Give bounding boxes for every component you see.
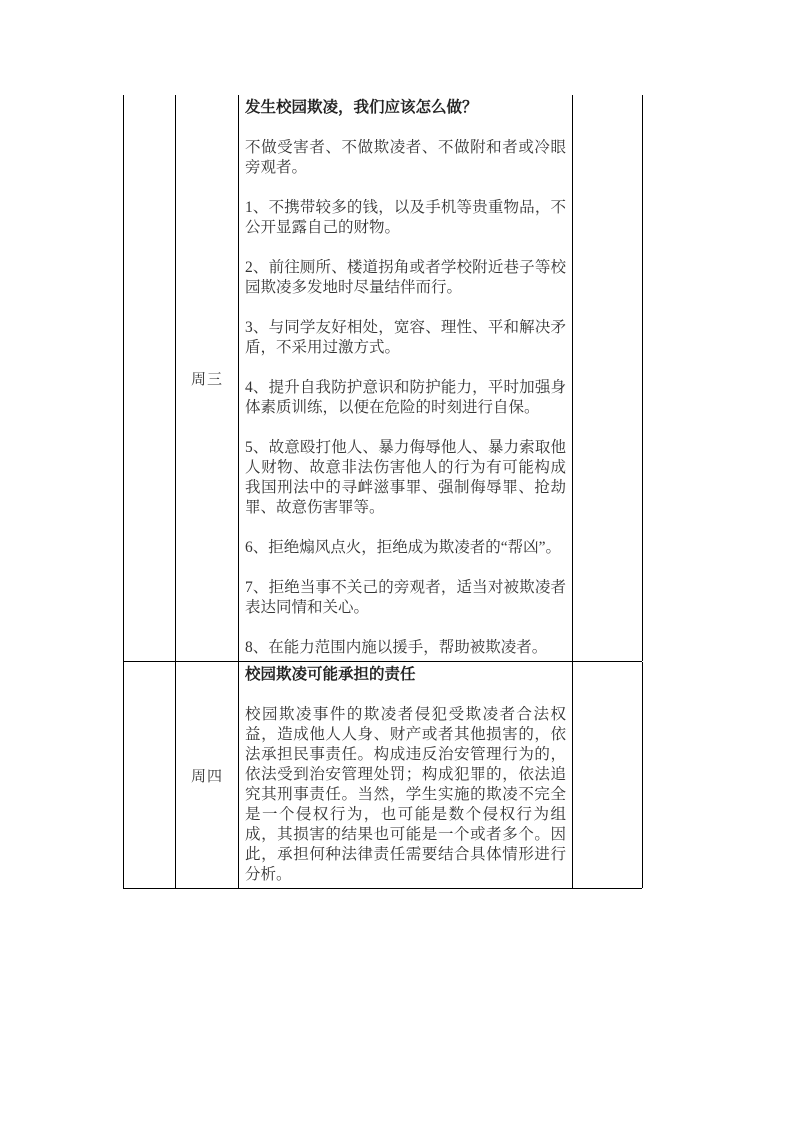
empty-cell-left <box>124 662 176 888</box>
day-cell-thursday <box>176 662 239 888</box>
content-paragraph: 3、与同学友好相处，宽容、理性、平和解决矛盾，不采用过激方式。 <box>245 319 566 356</box>
empty-cell-left <box>124 95 176 661</box>
content-paragraph: 6、拒绝煽风点火，拒绝成为欺凌者的“帮凶”。 <box>245 539 562 556</box>
content-paragraph: 4、提升自我防护意识和防护能力，平时加强身体素质训练，以便在危险的时刻进行自保。 <box>245 379 566 416</box>
section-title: 校园欺凌可能承担的责任 <box>245 666 416 683</box>
empty-cell-right <box>573 95 643 661</box>
empty-cell-right <box>573 662 643 888</box>
content-paragraph: 8、在能力范围内施以援手，帮助被欺凌者。 <box>245 639 548 656</box>
day-label: 周四 <box>190 768 223 785</box>
content-paragraph: 5、故意殴打他人、暴力侮辱他人、暴力索取他人财物、故意非法伤害他人的行为有可能构成我国刑法中的寻衅滋事罪、强制侮辱罪、抢劫罪、故意伤害罪等。 <box>245 439 566 516</box>
content-cell-thursday <box>239 662 573 888</box>
content-paragraph: 不做受害者、不做欺凌者、不做附和者或冷眼旁观者。 <box>245 139 566 176</box>
content-paragraph: 2、前往厕所、楼道拐角或者学校附近巷子等校园欺凌多发地时尽量结伴而行。 <box>245 259 566 296</box>
content-paragraph: 7、拒绝当事不关己的旁观者，适当对被欺凌者表达同情和关心。 <box>245 579 566 616</box>
table-row-thursday <box>123 662 642 889</box>
section-title: 发生校园欺凌，我们应该怎么做？ <box>245 99 478 116</box>
day-label: 周三 <box>190 371 223 388</box>
content-paragraph: 校园欺凌事件的欺凌者侵犯受欺凌者合法权益，造成他人人身、财产或者其他损害的，依法承担民事责任。构成违反治安管理行为的，依法受到治安管理处罚；构成犯罪的，依法追究其刑事责任。当然，学生实施的欺凌不完全是一个侵权行为，也可能是数个侵权行为组成，其损害的结果也可能是一个或者多个。因此，承担何种法律责任需要结合具体情形进行分析。 <box>245 706 566 883</box>
schedule-table <box>123 95 642 889</box>
table-row-wednesday <box>123 95 642 662</box>
content-cell-wednesday <box>239 95 573 661</box>
day-cell-wednesday <box>176 95 239 661</box>
content-paragraph: 1、不携带较多的钱，以及手机等贵重物品，不公开显露自己的财物。 <box>245 199 566 236</box>
